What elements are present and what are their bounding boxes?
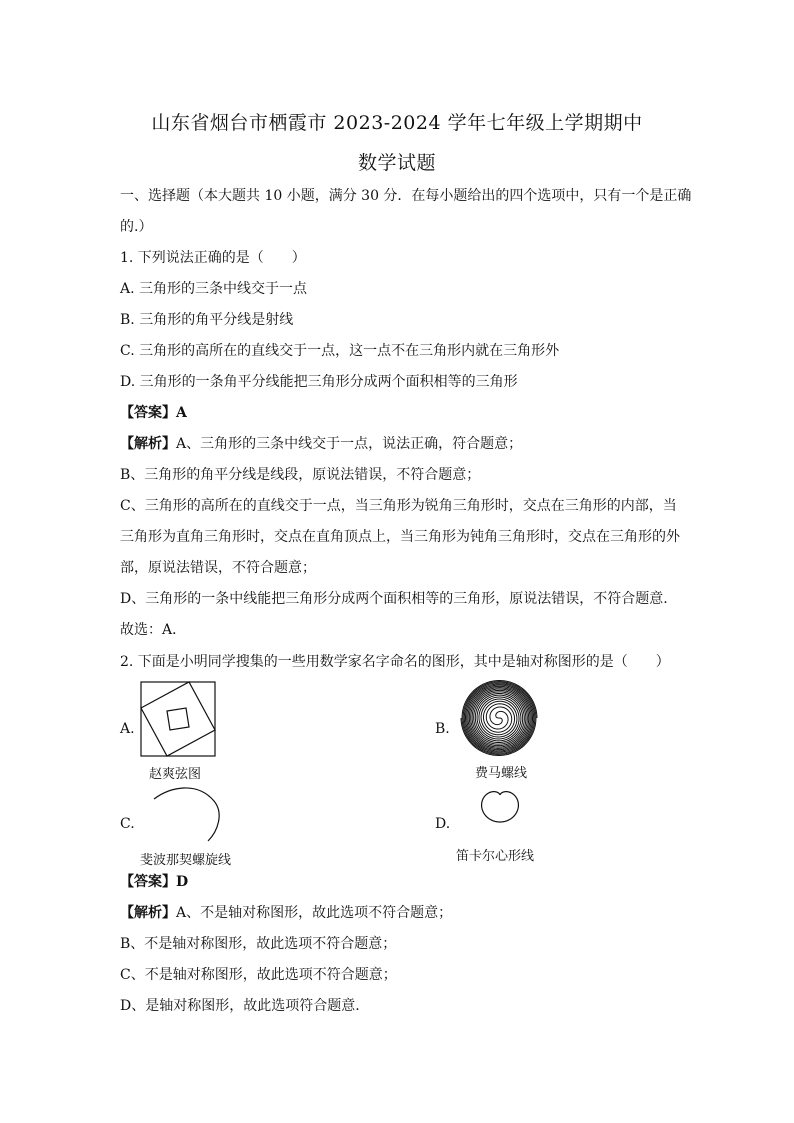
q2-caption-d: 笛卡尔心形线 xyxy=(456,849,535,864)
q1-option-d: D. 三角形的一条角平分线能把三角形分成两个面积相等的三角形 xyxy=(120,374,518,390)
q1-answer: 【答案】A xyxy=(120,405,187,421)
q1-option-b: B. 三角形的角平分线是射线 xyxy=(120,312,294,328)
q2-analysis-b: B、不是轴对称图形，故此选项不符合题意； xyxy=(120,936,397,952)
document-title-line1: 山东省烟台市栖霞市 2023-2024 学年七年级上学期期中 xyxy=(151,112,643,134)
q2-option-c-label: C. xyxy=(120,816,135,832)
q1-analysis-c2: 三角形为直角三角形时，交点在直角顶点上，当三角形为钝角三角形时，交点在三角形的外 xyxy=(120,529,680,545)
q2-analysis-text: A、不是轴对称图形，故此选项不符合题意； xyxy=(176,905,453,921)
q1-option-a: A. 三角形的三条中线交于一点 xyxy=(120,281,308,297)
q2-analysis-c: C、不是轴对称图形，故此选项不符合题意； xyxy=(120,967,397,983)
q2-option-d-label: D. xyxy=(435,816,451,832)
q1-analysis-c1: C、三角形的高所在的直线交于一点，当三角形为锐角三角形时，交点在三角形的内部，当 xyxy=(120,498,677,514)
q1-option-c: C. 三角形的高所在的直线交于一点，这一点不在三角形内就在三角形外 xyxy=(120,343,560,359)
q1-analysis-b: B、三角形的角平分线是线段，原说法错误，不符合题意； xyxy=(120,467,481,483)
zhao-shuang-diagram xyxy=(140,681,216,757)
q1-analysis-text: A、三角形的三条中线交于一点，说法正确，符合题意； xyxy=(176,436,523,452)
q2-option-b-label: B. xyxy=(435,721,450,737)
q2-caption-c: 斐波那契螺旋线 xyxy=(140,853,232,868)
q1-analysis-line xyxy=(120,434,680,454)
q1-analysis-d: D、三角形的一条中线能把三角形分成两个面积相等的三角形，原说法错误，不符合题意. xyxy=(120,591,668,607)
fibonacci-spiral xyxy=(152,785,232,845)
q2-analysis-d: D、是轴对称图形，故此选项符合题意. xyxy=(120,998,360,1014)
q2-analysis-line xyxy=(120,903,680,923)
q1-conclusion: 故选：A． xyxy=(120,622,187,638)
q2-stem: 2. 下面是小明同学搜集的一些用数学家名字命名的图形，其中是轴对称图形的是（ ） xyxy=(120,654,670,670)
q1-stem: 1. 下列说法正确的是（ ） xyxy=(120,250,306,266)
document-title-line2: 数学试题 xyxy=(357,152,436,174)
q2-option-a-label: A. xyxy=(120,721,135,737)
q2-analysis-label: 【解析】 xyxy=(120,905,176,921)
q2-caption-b: 费马螺线 xyxy=(475,766,528,781)
section-heading-line1: 一、选择题（本大题共 10 小题，满分 30 分．在每小题给出的四个选项中，只有一个是正确 xyxy=(120,188,692,204)
descartes-cardioid xyxy=(460,785,540,845)
q2-caption-a: 赵爽弦图 xyxy=(149,767,202,782)
q1-analysis-label: 【解析】 xyxy=(120,436,176,452)
fermat-spiral xyxy=(459,678,539,758)
section-heading-line2: 的.） xyxy=(120,219,153,235)
q1-analysis-c3: 部，原说法错误，不符合题意； xyxy=(120,560,316,576)
q2-answer: 【答案】D xyxy=(120,874,189,890)
